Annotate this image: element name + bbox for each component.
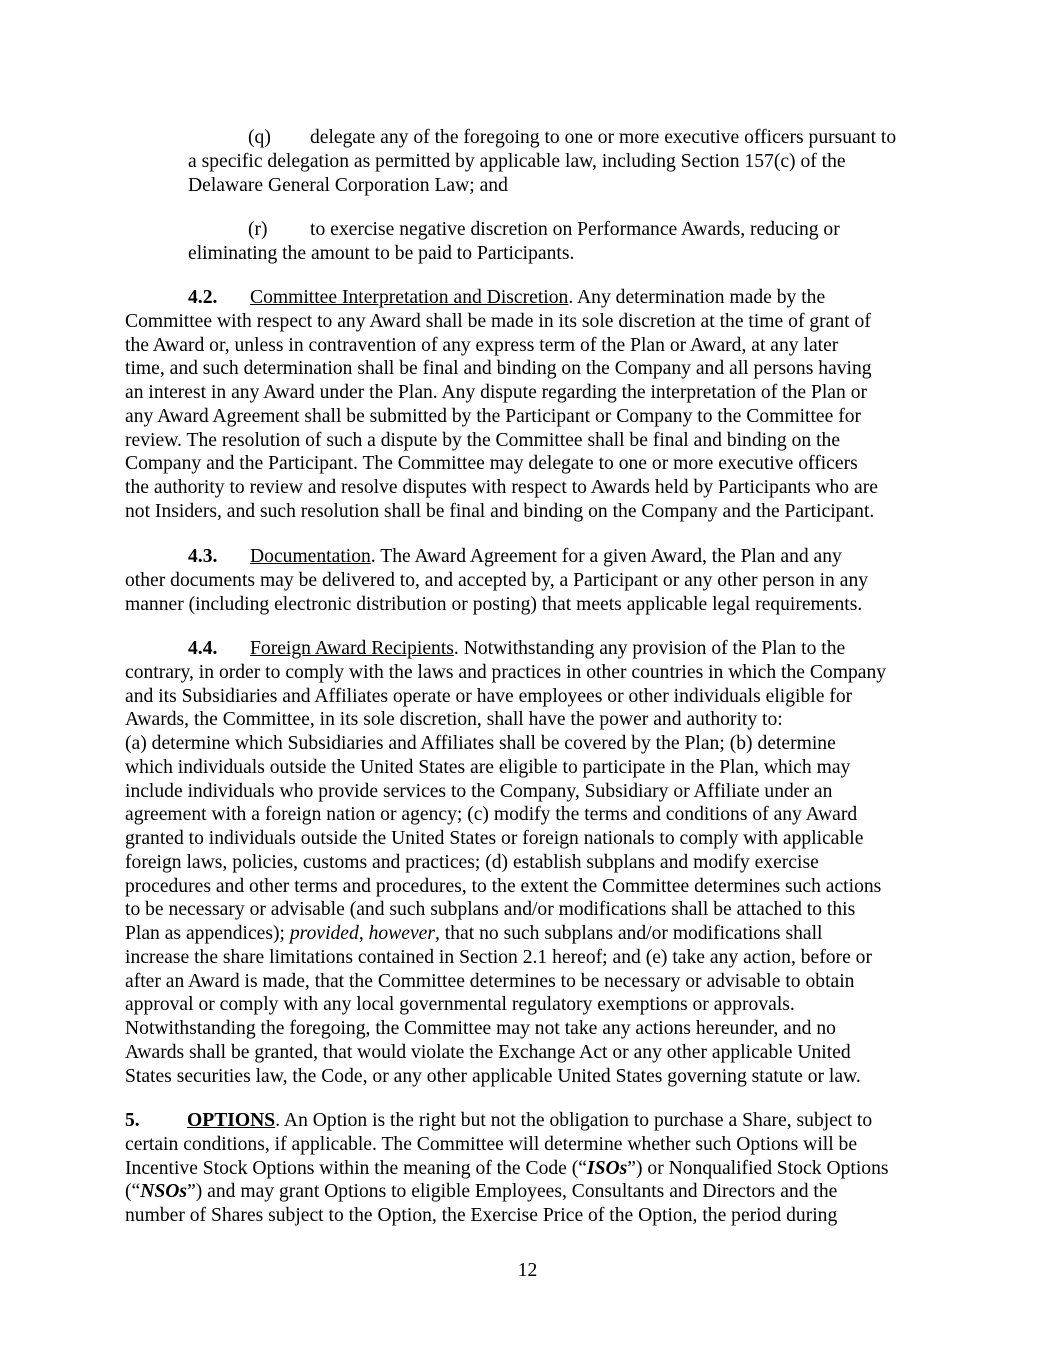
body-line: procedures and other terms and procedures, to the extent the Committee determines such actions — [125, 875, 882, 897]
body-line: Awards, the Committee, in its sole discretion, shall have the power and authority to: — [125, 709, 783, 731]
page-number: 12 — [517, 1260, 538, 1281]
item-r-label: (r) — [248, 219, 268, 240]
defined-term: ISOs — [586, 1157, 628, 1179]
body-line: increase the share limitations contained in Section 2.1 hereof; and (e) take any action, before or — [125, 946, 872, 968]
body-line: review. The resolution of such a dispute by the Committee shall be final and binding on the — [125, 429, 841, 451]
body-line: granted to individuals outside the United States or foreign nationals to comply with applicable — [125, 828, 864, 849]
body-line: to be necessary or advisable (and such subplans and/or modifications shall be attached to this — [125, 899, 856, 921]
body-line: States securities law, the Code, or any other applicable United States governing statute or law. — [125, 1065, 861, 1087]
body-line: (“NSOs”) and may grant Options to eligible Employees, Consultants and Directors and the — [125, 1181, 838, 1203]
body-line: Company and the Participant. The Committee may delegate to one or more executive officers — [125, 453, 858, 475]
section-number: 4.4. — [188, 638, 218, 659]
body-line: foreign laws, policies, customs and practices; (d) establish subplans and modify exercise — [125, 851, 819, 873]
body-line: manner (including electronic distribution or posting) that meets applicable legal requirements. — [125, 593, 863, 615]
provided-however-line: Plan as appendices); provided, however, that no such subplans and/or modifications shall — [125, 923, 823, 944]
item-q-line: (q) delegate any of the foregoing to one or more executive officers pursuant to — [248, 127, 897, 148]
section-number: 5. — [125, 1110, 140, 1131]
body-line: approval or comply with any local governmental regulatory exemptions or approvals. — [125, 994, 795, 1016]
body-line: and its Subsidiaries and Affiliates operate or have employees or other individuals eligible for — [125, 685, 853, 707]
item-r-line: (r) to exercise negative discretion on Performance Awards, reducing or — [248, 219, 840, 240]
body-line: agreement with a foreign nation or agency; (c) modify the terms and conditions of any Award — [125, 804, 858, 826]
body-line: Incentive Stock Options within the meaning of the Code (“ISOs”) or Nonqualified Stock Options — [125, 1157, 889, 1179]
section-5 — [125, 1109, 945, 1228]
body-line: Awards shall be granted, that would violate the Exchange Act or any other applicable United — [125, 1041, 851, 1063]
section-4-2-first-line: 4.2. Committee Interpretation and Discretion. Any determination made by the — [188, 287, 826, 308]
section-number: 4.3. — [188, 546, 218, 567]
item-r-line: eliminating the amount to be paid to Participants. — [188, 242, 575, 264]
body-line: certain conditions, if applicable. The Committee will determine whether such Options will be — [125, 1133, 858, 1155]
body-line: other documents may be delivered to, and accepted by, a Participant or any other person in any — [125, 569, 869, 591]
item-q-label: (q) — [248, 127, 271, 148]
section-heading: Foreign Award Recipients — [250, 638, 454, 659]
item-q-line: Delaware General Corporation Law; and — [188, 174, 508, 196]
body-line: any Award Agreement shall be submitted by the Participant or Company to the Committee for — [125, 405, 862, 427]
body-line: after an Award is made, that the Committee determines to be necessary or advisable to obtain — [125, 970, 855, 992]
section-4-3-first-line: 4.3. Documentation. The Award Agreement for a given Award, the Plan and any — [188, 546, 842, 567]
section-heading: Documentation — [250, 546, 371, 567]
section-heading: Committee Interpretation and Discretion — [250, 287, 569, 308]
item-q-line: a specific delegation as permitted by applicable law, including Section 157(c) of the — [188, 150, 846, 172]
body-line: the authority to review and resolve disputes with respect to Awards held by Participants who are — [125, 477, 878, 498]
body-line: which individuals outside the United States are eligible to participate in the Plan, which may — [125, 756, 851, 778]
section-4-4-first-line: 4.4. Foreign Award Recipients. Notwithstanding any provision of the Plan to the — [188, 638, 846, 659]
section-4-2 — [125, 286, 945, 524]
section-heading: OPTIONS — [187, 1110, 276, 1131]
body-line: contrary, in order to comply with the laws and practices in other countries in which the Company — [125, 661, 887, 683]
body-line: the Award or, unless in contravention of any express term of the Plan or Award, at any later — [125, 334, 839, 356]
body-line: Notwithstanding the foregoing, the Committee may not take any actions hereunder, and no — [125, 1018, 836, 1039]
section-4-3 — [125, 545, 945, 616]
body-line: (a) determine which Subsidiaries and Affiliates shall be covered by the Plan; (b) determine — [125, 733, 836, 754]
body-line: an interest in any Award under the Plan. Any dispute regarding the interpretation of the Plan or — [125, 382, 868, 403]
body-line: Committee with respect to any Award shall be made in its sole discretion at the time of grant of — [125, 310, 871, 332]
body-line: number of Shares subject to the Option, the Exercise Price of the Option, the period during — [125, 1205, 838, 1226]
body-line: include individuals who provide services to the Company, Subsidiary or Affiliate under an — [125, 780, 833, 802]
section-number: 4.2. — [188, 287, 218, 308]
section-4-4 — [125, 637, 945, 1088]
item-q — [125, 126, 945, 197]
section-5-first-line: 5. OPTIONS. An Option is the right but not the obligation to purchase a Share, subject to — [125, 1110, 873, 1131]
body-line: time, and such determination shall be final and binding on the Company and all persons having — [125, 358, 872, 380]
body-line: not Insiders, and such resolution shall be final and binding on the Company and the Participant. — [125, 500, 875, 522]
item-r — [125, 218, 945, 266]
defined-term: NSOs — [140, 1181, 188, 1203]
